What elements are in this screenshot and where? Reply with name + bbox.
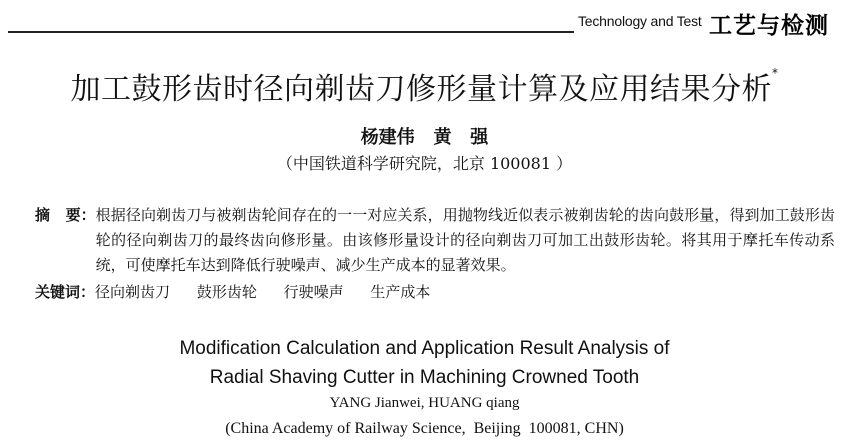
journal-section-cn: 工艺与检测 <box>709 13 829 39</box>
abstract-row <box>35 203 835 278</box>
title-footnote-mark: * <box>772 66 779 80</box>
keywords-label: 关键词： <box>35 283 96 301</box>
keyword-item: 生产成本 <box>370 283 431 301</box>
authors-cn: 杨建伟 黄 强 <box>360 127 489 148</box>
paper-title-en-line2: Radial Shaving Cutter in Machining Crowned Tooth <box>209 367 640 388</box>
paper-title-en-line1: Modification Calculation and Application Result Analysis of <box>179 338 670 359</box>
keyword-item: 鼓形齿轮 <box>196 283 257 301</box>
keyword-item: 径向剃齿刀 <box>95 283 171 301</box>
abstract-text: 根据径向剃齿刀与被剃齿轮间存在的一一对应关系，用抛物线近似表示被剃齿轮的齿向鼓形量，得到加工鼓形齿轮的径向剃齿刀的最终齿向修形量。由该修形量设计的径向剃齿刀可加工出鼓形齿轮。将其用于摩托车传动系统，可使摩托车达到降低行驶噪声、减少生产成本的显著效果。 <box>95 206 835 274</box>
authors-en: YANG Jianwei, HUANG qiang <box>329 395 520 411</box>
journal-name-en: Technology and Test <box>578 13 702 29</box>
keywords-list <box>95 280 452 305</box>
affiliation-en: (China Academy of Railway Science, Beijing 100081, CHN) <box>225 420 624 437</box>
keyword-item: 行驶噪声 <box>283 283 344 301</box>
header-rule <box>8 31 574 33</box>
paper-title-cn <box>0 64 849 108</box>
keywords-row <box>35 280 835 305</box>
abstract-label: 摘 要： <box>35 206 96 224</box>
affiliation-cn: （中国铁道科学研究院，北京 100081 ） <box>276 154 573 173</box>
paper-title-cn-text: 加工鼓形齿时径向剃齿刀修形量计算及应用结果分析 <box>70 72 772 107</box>
abstract-block <box>35 203 835 305</box>
paper-title-en <box>0 334 849 392</box>
